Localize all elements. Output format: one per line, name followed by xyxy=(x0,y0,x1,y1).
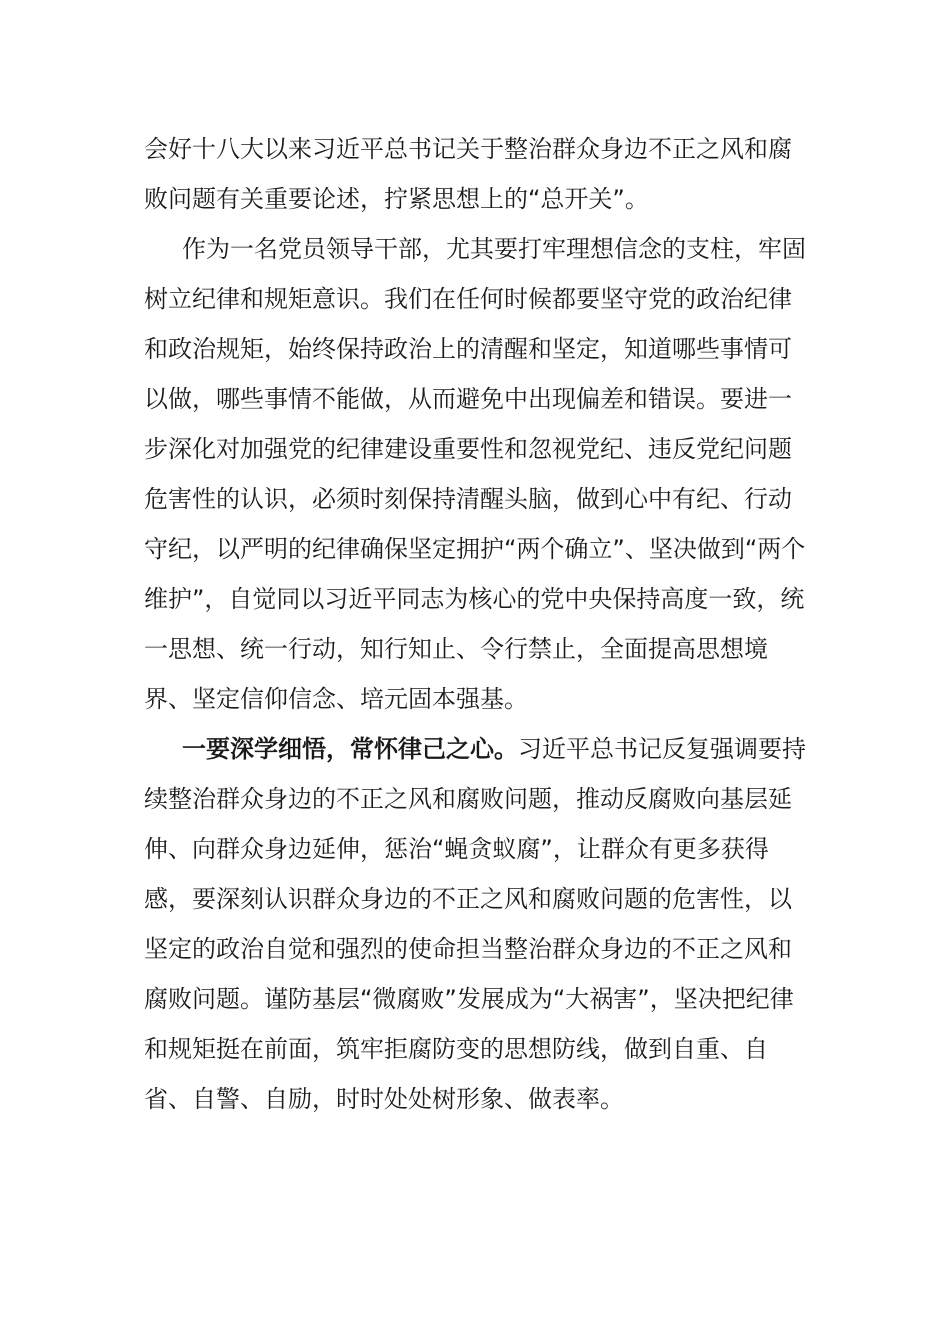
paragraph-continuation: 会好十八大以来习近平总书记关于整治群众身边不正之风和腐败问题有关重要论述，拧紧思想上的“总开关”。 xyxy=(144,135,792,213)
document-body xyxy=(144,124,808,1124)
paragraph-self-discipline xyxy=(144,724,808,1124)
paragraph-body: 习近平总书记反复强调要持续整治群众身边的不正之风和腐败问题，推动反腐败向基层延伸、向群众身边延伸，惩治“蝇贪蚁腐”，让群众有更多获得感，要深刻认识群众身边的不正之风和腐败问题的危害性，以坚定的政治自觉和强烈的使命担当整治群众身边的不正之风和腐败问题。谨防基层“微腐败”发展成为“大祸害”，坚决把纪律和规矩挺在前面，筑牢拒腐防变的思想防线，做到自重、自省、自警、自励，时时处处树形象、做表率。 xyxy=(144,735,806,1113)
paragraph-heading: 一要深学细悟，常怀律己之心。 xyxy=(182,735,518,763)
paragraph-party-discipline: 作为一名党员领导干部，尤其要打牢理想信念的支柱，牢固树立纪律和规矩意识。我们在任何时候都要坚守党的政治纪律和政治规矩，始终保持政治上的清醒和坚定，知道哪些事情可以做，哪些事情不能做，从而避免中出现偏差和错误。要进一步深化对加强党的纪律建设重要性和忽视党纪、违反党纪问题危害性的认识，必须时刻保持清醒头脑，做到心中有纪、行动守纪，以严明的纪律确保坚定拥护“两个确立”、坚决做到“两个维护”，自觉同以习近平同志为核心的党中央保持高度一致，统一思想、统一行动，知行知止、令行禁止，全面提高思想境界、坚定信仰信念、培元固本强基。 xyxy=(144,235,806,713)
